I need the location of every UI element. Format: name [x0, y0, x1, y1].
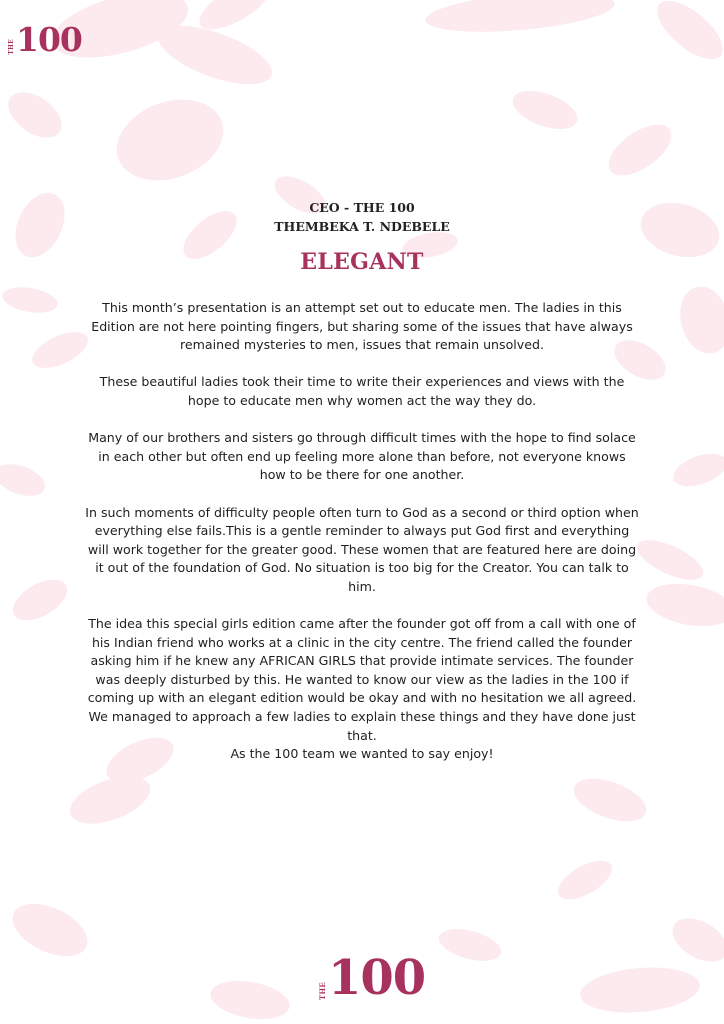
- logo-number: 100: [328, 950, 426, 1006]
- paragraph: These beautiful ladies took their time to write their experiences and views with the hope to educate men why women act the way they do.: [99, 374, 625, 408]
- paragraph: The idea this special girls edition came after the founder got off from a call with one of his Indian friend who works at a clinic in the city centre. The friend called the founder asking him if he knew any AFRICAN GIRLS that provide intimate services. The founder was deeply disturbed by this. He wanted to know our view as the ladies in the 100 if coming up with an elegant edition would be okay and with no hesitation we all agreed. We managed to approach a few ladies to explain these things and they have done just that.: [87, 616, 637, 743]
- article-body: [84, 299, 640, 764]
- logo-the-label: THE: [318, 981, 327, 1000]
- brand-logo-bottom: [318, 951, 425, 1005]
- author-name: THEMBEKA T. NDEBELE: [274, 219, 450, 234]
- paragraph: In such moments of difficulty people often turn to God as a second or third option when everything else fails.This is a gentle reminder to always put God first and everything will work together for the greater good. These women that are featured here are doing it out of the foundation of God. No situation is too big for the Creator. You can talk to him.: [85, 504, 639, 594]
- logo-number: 100: [16, 20, 82, 59]
- closing-line: As the 100 team we wanted to say enjoy!: [230, 746, 494, 762]
- author-header: [0, 198, 724, 236]
- logo-the-label: THE: [8, 39, 15, 55]
- author-role: CEO - THE 100: [309, 200, 415, 215]
- page-title: ELEGANT: [300, 249, 424, 275]
- paragraph: This month’s presentation is an attempt set out to educate men. The ladies in this Edition are not here pointing fingers, but sharing some of the issues that have always remained mysteries to men, issues that remain unsolved.: [91, 300, 633, 353]
- brand-logo-top: [8, 22, 82, 58]
- paragraph: Many of our brothers and sisters go through difficult times with the hope to find solace in each other but often end up feeling more alone than before, not everyone knows how to be there for one another.: [88, 430, 636, 483]
